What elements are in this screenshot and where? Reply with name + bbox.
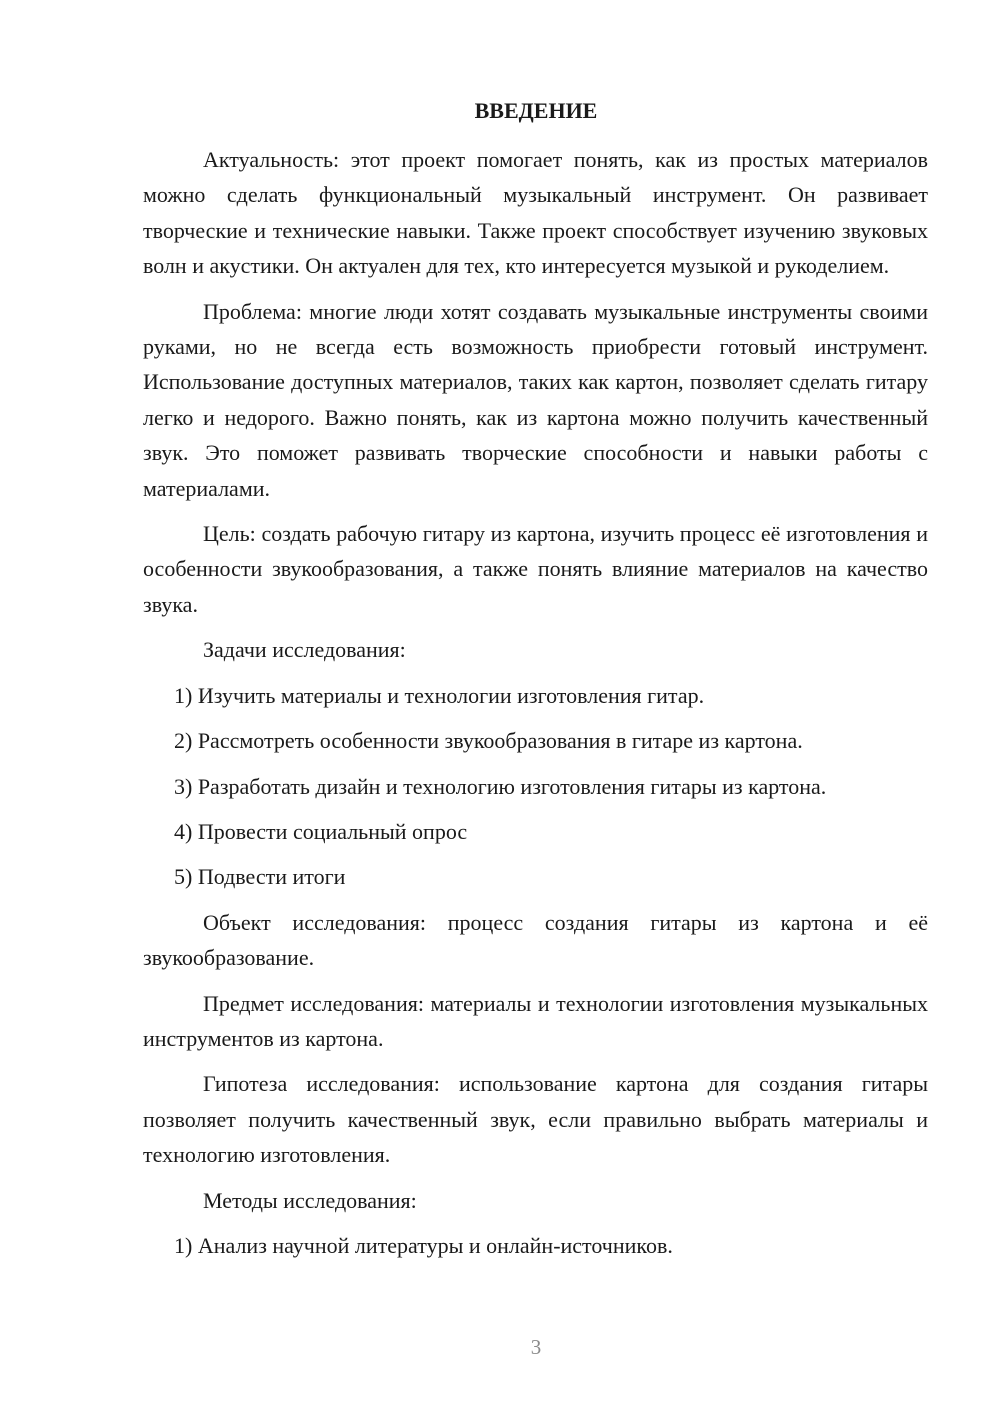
goal-paragraph: Цель: создать рабочую гитару из картона, изучить процесс её изготовления и особенности звукообразования, а также понять влияние материалов на качество звука. [143, 521, 928, 617]
task-item: 5) Подвести итоги [174, 864, 346, 890]
object-paragraph: Объект исследования: процесс создания гитары из картона и её звукообразование. [143, 909, 928, 971]
task-item: 1) Изучить материалы и технологии изготовления гитар. [174, 682, 705, 708]
relevance-paragraph: Актуальность: этот проект помогает понять, как из простых материалов можно сделать функциональный музыкальный инструмент. Он развивает творческие и технические навыки. Также проект способствует изучению звуковых волн и акустики. Он актуален для тех, кто интересуется музыкой и рукоделием. [143, 147, 928, 279]
section-title: ВВЕДЕНИЕ [474, 98, 598, 123]
document-body [143, 142, 928, 1273]
method-item: 1) Анализ научной литературы и онлайн-источников. [174, 1232, 673, 1258]
tasks-heading: Задачи исследования: [203, 637, 406, 663]
methods-heading: Методы исследования: [203, 1187, 417, 1213]
task-item: 4) Провести социальный опрос [174, 818, 468, 844]
hypothesis-paragraph: Гипотеза исследования: использование картона для создания гитары позволяет получить качественный звук, если правильно выбрать материалы и технологию изготовления. [143, 1071, 928, 1168]
subject-paragraph: Предмет исследования: материалы и технологии изготовления музыкальных инструментов из картона. [143, 990, 928, 1051]
page-number: 3 [530, 1335, 542, 1359]
problem-paragraph: Проблема: многие люди хотят создавать музыкальные инструменты своими руками, но не всегда есть возможность приобрести готовый инструмент. Использование доступных материалов, таких как картон, позволяет сделать гитару легко и недорого. Важно понять, как из картона можно получить качественный звук. Это поможет развивать творческие способности и навыки работы с материалами. [143, 298, 928, 501]
task-item: 3) Разработать дизайн и технологию изготовления гитары из картона. [174, 773, 827, 799]
task-item: 2) Рассмотреть особенности звукообразования в гитаре из картона. [174, 728, 803, 754]
